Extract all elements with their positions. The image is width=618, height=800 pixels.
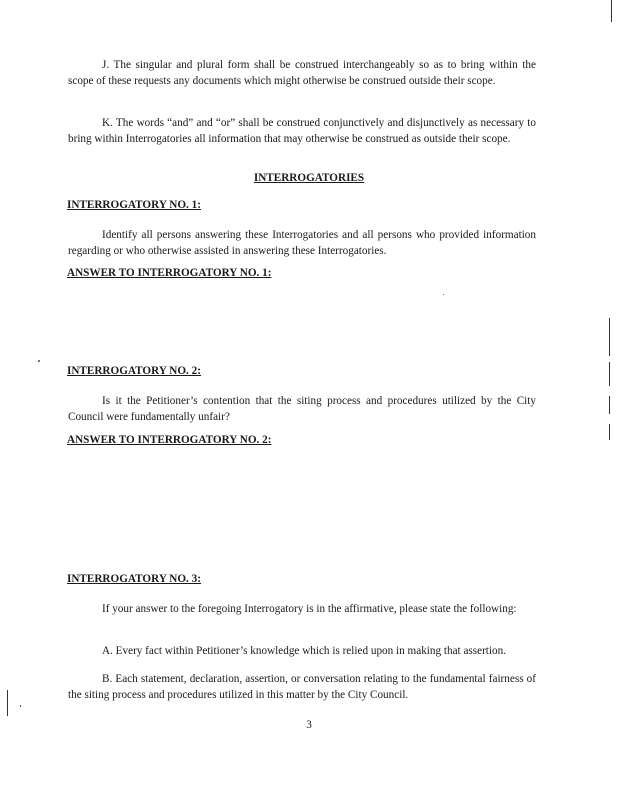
interrogatory-1-heading: INTERROGATORY NO. 1:	[67, 199, 201, 211]
definition-j: J. The singular and plural form shall be construed interchangeably so as to bring within the scope of these requests any documents which might otherwise be construed outside their scope.	[68, 59, 536, 87]
page-number: 3	[306, 719, 312, 731]
interrogatory-2-heading: INTERROGATORY NO. 2:	[67, 365, 201, 377]
scan-speck	[38, 360, 40, 362]
interrogatory-2-text: Is it the Petitioner’s contention that the siting process and procedures utilized by the City Council were fundamentally unfair?	[68, 395, 536, 423]
interrogatory-1-text: Identify all persons answering these Interrogatories and all persons who provided information regarding or who otherwise assisted in answering these Interrogatories.	[68, 229, 536, 257]
answer-1-heading: ANSWER TO INTERROGATORY NO. 1:	[67, 267, 272, 279]
interrogatory-3-item-b: B. Each statement, declaration, assertion, or conversation relating to the fundamental fairness of the siting process and procedures utilized in this matter by the City Council.	[68, 673, 536, 701]
interrogatory-3-text: If your answer to the foregoing Interrogatory is in the affirmative, please state the following:	[102, 603, 517, 615]
scan-edge-mark	[609, 396, 610, 414]
scan-speck	[20, 705, 21, 707]
scan-edge-mark	[609, 318, 610, 356]
scan-edge-mark	[7, 690, 8, 716]
interrogatory-3-heading: INTERROGATORY NO. 3:	[67, 573, 201, 585]
scan-speck	[443, 294, 444, 295]
interrogatory-3-item-a: A. Every fact within Petitioner’s knowledge which is relied upon in making that assertion.	[102, 645, 507, 657]
scan-edge-mark	[609, 362, 610, 386]
scan-edge-mark	[609, 424, 610, 440]
definition-k: K. The words “and” and “or” shall be construed conjunctively and disjunctively as necessary to bring within Interrogatories all information that may otherwise be construed as outside their scope.	[68, 117, 536, 145]
section-title: INTERROGATORIES	[253, 172, 365, 184]
scan-edge-mark	[611, 0, 612, 22]
answer-2-heading: ANSWER TO INTERROGATORY NO. 2:	[67, 434, 272, 446]
